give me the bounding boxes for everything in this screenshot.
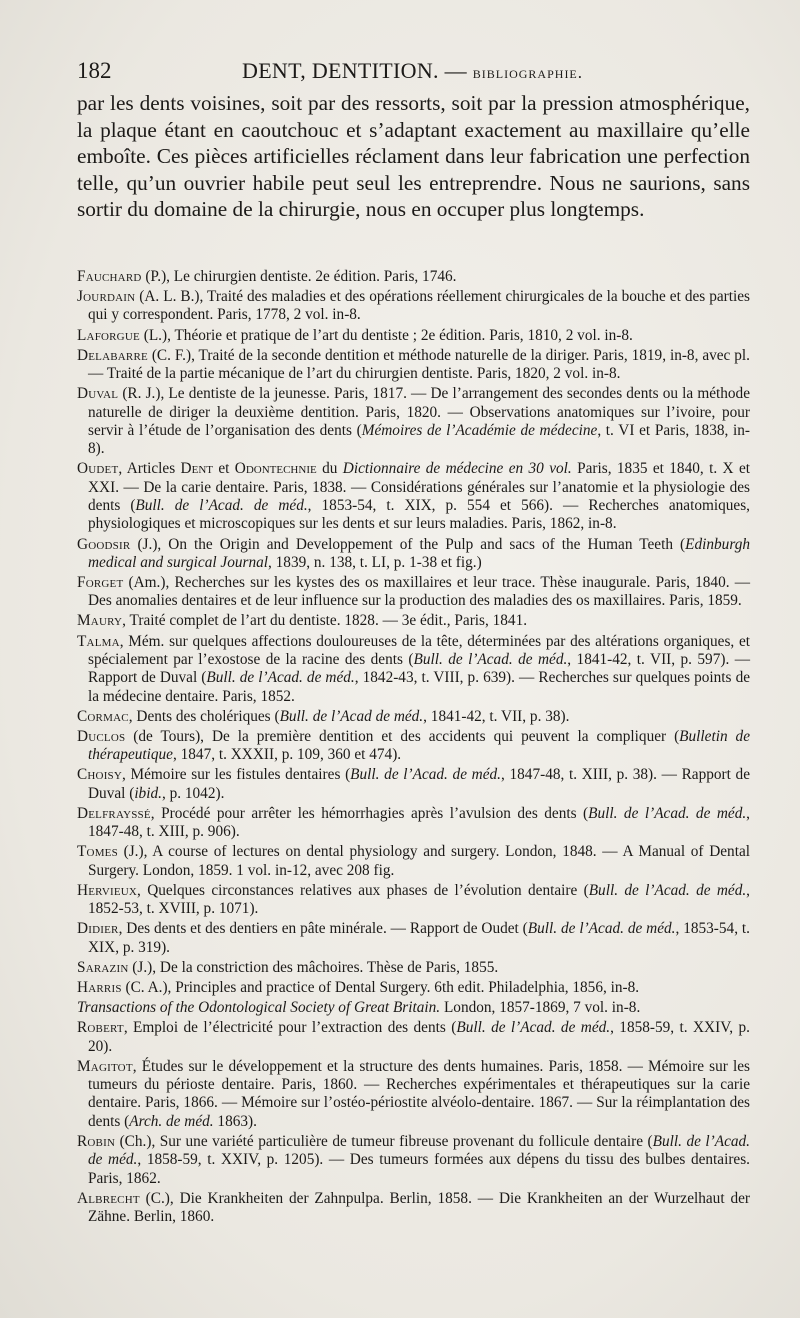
body-paragraph: par les dents voisines, soit par des ressorts, soit par la pression atmosphérique, la plaque étant en caoutchouc et s’adaptant exactement au maxillaire qu’elle emboîte. Ces pièces artificielles réclament dans leur fabrication une perfection telle, qu’un ouvrier habile peut seul les entreprendre. Nous ne saurions, sans sortir du domaine de la chirurgie, nous en occuper plus longtemps. <box>77 91 750 222</box>
entry-author: Delabarre <box>77 346 148 364</box>
entry-text: , 1858-59, t. XXIV, p. 1205). — Des tumeurs formées aux dépens du tissu des bulbes dentaires. Paris, 1862. <box>88 1151 750 1187</box>
bibliography-entry <box>77 959 750 977</box>
entry-author: Delfrayssé <box>77 804 151 822</box>
running-title <box>242 56 583 88</box>
entry-text: , Articles <box>118 460 181 478</box>
entry-author: Goodsir <box>77 535 131 553</box>
entry-text: , Études sur le développement et la structure des dents humaines. Paris, 1858. — Mémoire sur les tumeurs du périoste dentaire. Paris, 1860. — Recherches expérimentales et thérapeutiques sur la carie dentaire. Paris, 1866. — Mémoire sur l’ostéo-périostite alvéolo-dentaire. 1867. — Sur la réimplantation des dents ( <box>88 1057 750 1130</box>
entry-author: Cormac <box>77 707 129 725</box>
entry-text: (C. F.), Traité de la seconde dentition et méthode naturelle de la diriger. Paris, 1819, in-8, avec pl. — Traité de la partie mécanique de l’art du chirurgien dentiste. Paris, 1820, 2 vol. in-8. <box>88 346 750 383</box>
entry-text: , Des dents et des dentiers en pâte minérale. — Rapport de Oudet ( <box>118 920 528 938</box>
bibliography-entry <box>77 268 750 286</box>
entry-text: , 1853-54, t. XIX, p. 554 et 566). — Recherches anatomiques, physiologiques et microscopiques sur les dents et sur leurs maladies. Paris, 1862, in-8. <box>88 497 750 533</box>
running-title-section: bibliographie. <box>472 63 584 82</box>
entry-author: Duclos <box>77 727 126 745</box>
entry-title-italic: Bull. de l’Acad. de méd. <box>135 497 308 515</box>
entry-text: (J.), A course of lectures on dental physiology and surgery. London, 1848. — A Manual of Dental Surgery. London, 1859. 1 vol. in-12, avec 208 fig. <box>88 843 750 879</box>
bibliography-entry <box>77 1190 750 1227</box>
entry-title-italic: Bull. de l’Acad. de méd. <box>413 650 568 668</box>
entry-text: Paris, 1835 et 1840, t. X et XXI. — De la carie dentaire. Paris, 1838. — Considérations générales sur l’anatomie et la physiologie des dents ( <box>88 460 750 515</box>
page-number: 182 <box>77 58 112 83</box>
entry-text: , 1852-53, t. XVIII, p. 1071). <box>88 881 750 918</box>
entry-text: et <box>212 460 235 478</box>
bibliography-entry <box>77 1019 750 1056</box>
running-title-main: DENT, DENTITION. — <box>242 58 467 83</box>
entry-text: , 1847-48, t. XIII, p. 38). — Rapport de Duval ( <box>88 766 750 802</box>
entry-author: Forget <box>77 573 124 591</box>
entry-text: , 1853-54, t. XIX, p. 319). <box>88 920 750 956</box>
entry-text: (J.), On the Origin and Developpement of the Pulp and sacs of the Human Teeth ( <box>130 535 686 553</box>
bibliography-entry <box>77 882 750 919</box>
entry-text: (P.), Le chirurgien dentiste. 2e édition. Paris, 1746. <box>141 268 457 285</box>
entry-text: , Mémoire sur les fistules dentaires ( <box>122 766 351 784</box>
entry-text: London, 1857-1869, 7 vol. in-8. <box>440 999 641 1017</box>
entry-author: Hervieux <box>77 881 138 899</box>
bibliography-entry <box>77 1133 750 1188</box>
running-header <box>77 56 750 86</box>
entry-text: , Emploi de l’électricité pour l’extraction des dents ( <box>123 1019 457 1037</box>
entry-title-italic: Transactions of the Odontological Society of Great Britain. <box>77 999 441 1017</box>
entry-text: , 1847, t. XXXII, p. 109, 360 et 474). <box>172 746 402 764</box>
entry-text: (de Tours), De la première dentition et des accidents qui peuvent la compliquer ( <box>125 727 680 745</box>
entry-author: Robert <box>77 1019 124 1037</box>
entry-author: Magitot <box>77 1057 133 1075</box>
entry-text: , 1841-42, t. VII, p. 38). <box>423 707 570 725</box>
entry-text: Odontechnie <box>234 460 317 478</box>
entry-author: Maury <box>77 612 123 630</box>
entry-title-italic: Bull. de l’Acad de méd. <box>279 707 424 725</box>
entry-text: (L.), Théorie et pratique de l’art du dentiste ; 2e édition. Paris, 1810, 2 vol. in-8. <box>139 326 633 344</box>
bibliography-entry <box>77 460 750 533</box>
bibliography-entry <box>77 633 750 706</box>
entry-author: Albrecht <box>77 1189 140 1207</box>
entry-author: Didier <box>77 920 119 938</box>
entry-author: Talma <box>77 632 120 650</box>
entry-title-italic: Dictionnaire de médecine en 30 vol. <box>342 460 572 478</box>
bibliography-entry <box>77 1058 750 1131</box>
entry-text: , 1842-43, t. VIII, p. 639). — Recherches sur quelques points de la médecine dentaire. Paris, 1852. <box>88 669 751 705</box>
entry-text: , Procédé pour arrêter les hémorrhagies après l’avulsion des dents ( <box>150 804 589 822</box>
bibliography-entry <box>77 574 750 611</box>
bibliography-entry <box>77 708 750 726</box>
entry-title-italic: Bull. de l’Acad. de méd. <box>206 669 355 687</box>
entry-text: , 1841-42, t. VII, p. 597). — Rapport de Duval ( <box>88 650 751 687</box>
entry-author: Harris <box>77 979 122 997</box>
entry-text: (J.), De la constriction des mâchoires. Thèse de Paris, 1855. <box>128 958 499 976</box>
entry-title-italic: ibid. <box>134 784 162 802</box>
entry-text: , p. 1042). <box>161 784 225 802</box>
entry-text: , 1858-59, t. XXIV, p. 20). <box>88 1019 750 1055</box>
entry-author: Robin <box>77 1132 116 1150</box>
entry-title-italic: Edinburgh medical and surgical Journal <box>88 535 750 571</box>
bibliography-entry <box>77 843 750 880</box>
entry-text: , 1847-48, t. XIII, p. 906). <box>88 804 750 841</box>
entry-text: du <box>316 460 343 478</box>
entry-title-italic: Bull. de l’Acad. de méd. <box>456 1019 611 1037</box>
entry-text: Dent <box>180 460 213 478</box>
bibliography-entry <box>77 805 750 842</box>
entry-title-italic: Bull. de l’Acad. de méd. <box>588 881 747 899</box>
entry-author: Tomes <box>77 843 118 861</box>
bibliography-entry <box>77 979 750 997</box>
bibliography-entry <box>77 347 750 384</box>
entry-author: Oudet <box>77 460 119 478</box>
entry-title-italic: Bull. de l’Acad. de méd. <box>527 920 676 938</box>
bibliography-entry <box>77 728 750 765</box>
entry-title-italic: Bull. de l’Acad. de méd. <box>350 766 501 784</box>
entry-text: (C. A.), Principles and practice of Dental Surgery. 6th edit. Philadelphia, 1856, in-8. <box>121 979 640 997</box>
entry-author: Sarazin <box>77 958 129 976</box>
bibliography-entry <box>77 999 750 1017</box>
entry-author: Laforgue <box>77 326 140 344</box>
entry-text: , Traité complet de l’art du dentiste. 1828. — 3e édit., Paris, 1841. <box>122 612 528 630</box>
entry-author: Fauchard <box>77 268 142 285</box>
entry-title-italic: Arch. de méd. <box>129 1112 214 1130</box>
entry-text: 1863). <box>213 1112 257 1130</box>
entry-text: , Quelques circonstances relatives aux phases de l’évolution dentaire ( <box>137 881 589 899</box>
bibliography-list <box>77 268 750 1228</box>
entry-author: Jourdain <box>77 288 136 306</box>
body-text <box>77 90 750 223</box>
entry-text: , t. VI et Paris, 1838, in-8). <box>88 421 750 458</box>
bibliography-entry <box>77 288 750 325</box>
entry-title-italic: Bulletin de thérapeutique <box>88 727 750 764</box>
bibliography-entry <box>77 385 750 458</box>
bibliography-entry <box>77 920 750 957</box>
entry-title-italic: Bull. de l’Acad. de méd. <box>88 1132 750 1169</box>
entry-text: (R. J.), Le dentiste de la jeunesse. Paris, 1817. — De l’arrangement des secondes dents ou la méthode naturelle de diriger la deuxième dentition. Paris, 1820. — Observations anatomiques sur l’ivoire, pour servir à l’étude de l’organisation des dents ( <box>88 385 750 439</box>
entry-text: (Ch.), Sur une variété particulière de tumeur fibreuse provenant du follicule dentaire ( <box>115 1132 653 1150</box>
bibliography-entry <box>77 612 750 630</box>
entry-text: (A. L. B.), Traité des maladies et des opérations réellement chirurgicales de la bouche et des parties qui y correspondent. Paris, 1778, 2 vol. in-8. <box>88 288 750 324</box>
entry-text: , Dents des cholériques ( <box>128 707 280 725</box>
entry-text: (C.), Die Krankheiten der Zahnpulpa. Berlin, 1858. — Die Krankheiten an der Wurzelhaut der Zähne. Berlin, 1860. <box>88 1189 750 1226</box>
bibliography-entry <box>77 536 750 573</box>
entry-title-italic: Mémoires de l’Académie de médecine <box>361 421 598 439</box>
entry-text: , 1839, n. 138, t. LI, p. 1-38 et fig.) <box>268 553 482 571</box>
bibliography-entry <box>77 766 750 803</box>
entry-author: Duval <box>77 385 119 403</box>
entry-title-italic: Bull. de l’Acad. de méd. <box>588 804 747 822</box>
entry-text: (Am.), Recherches sur les kystes des os maxillaires et leur trace. Thèse inaugurale. Paris, 1840. — Des anomalies dentaires et de leur influence sur la production des maladies des os maxillaires. Paris, 1859. <box>88 573 750 610</box>
entry-text: , Mém. sur quelques affections douloureuses de la tête, déterminées par des altérations organiques, et spécialement par l’exostose de la racine des dents ( <box>88 632 750 668</box>
bibliography-entry <box>77 327 750 345</box>
entry-author: Choisy <box>77 766 123 784</box>
